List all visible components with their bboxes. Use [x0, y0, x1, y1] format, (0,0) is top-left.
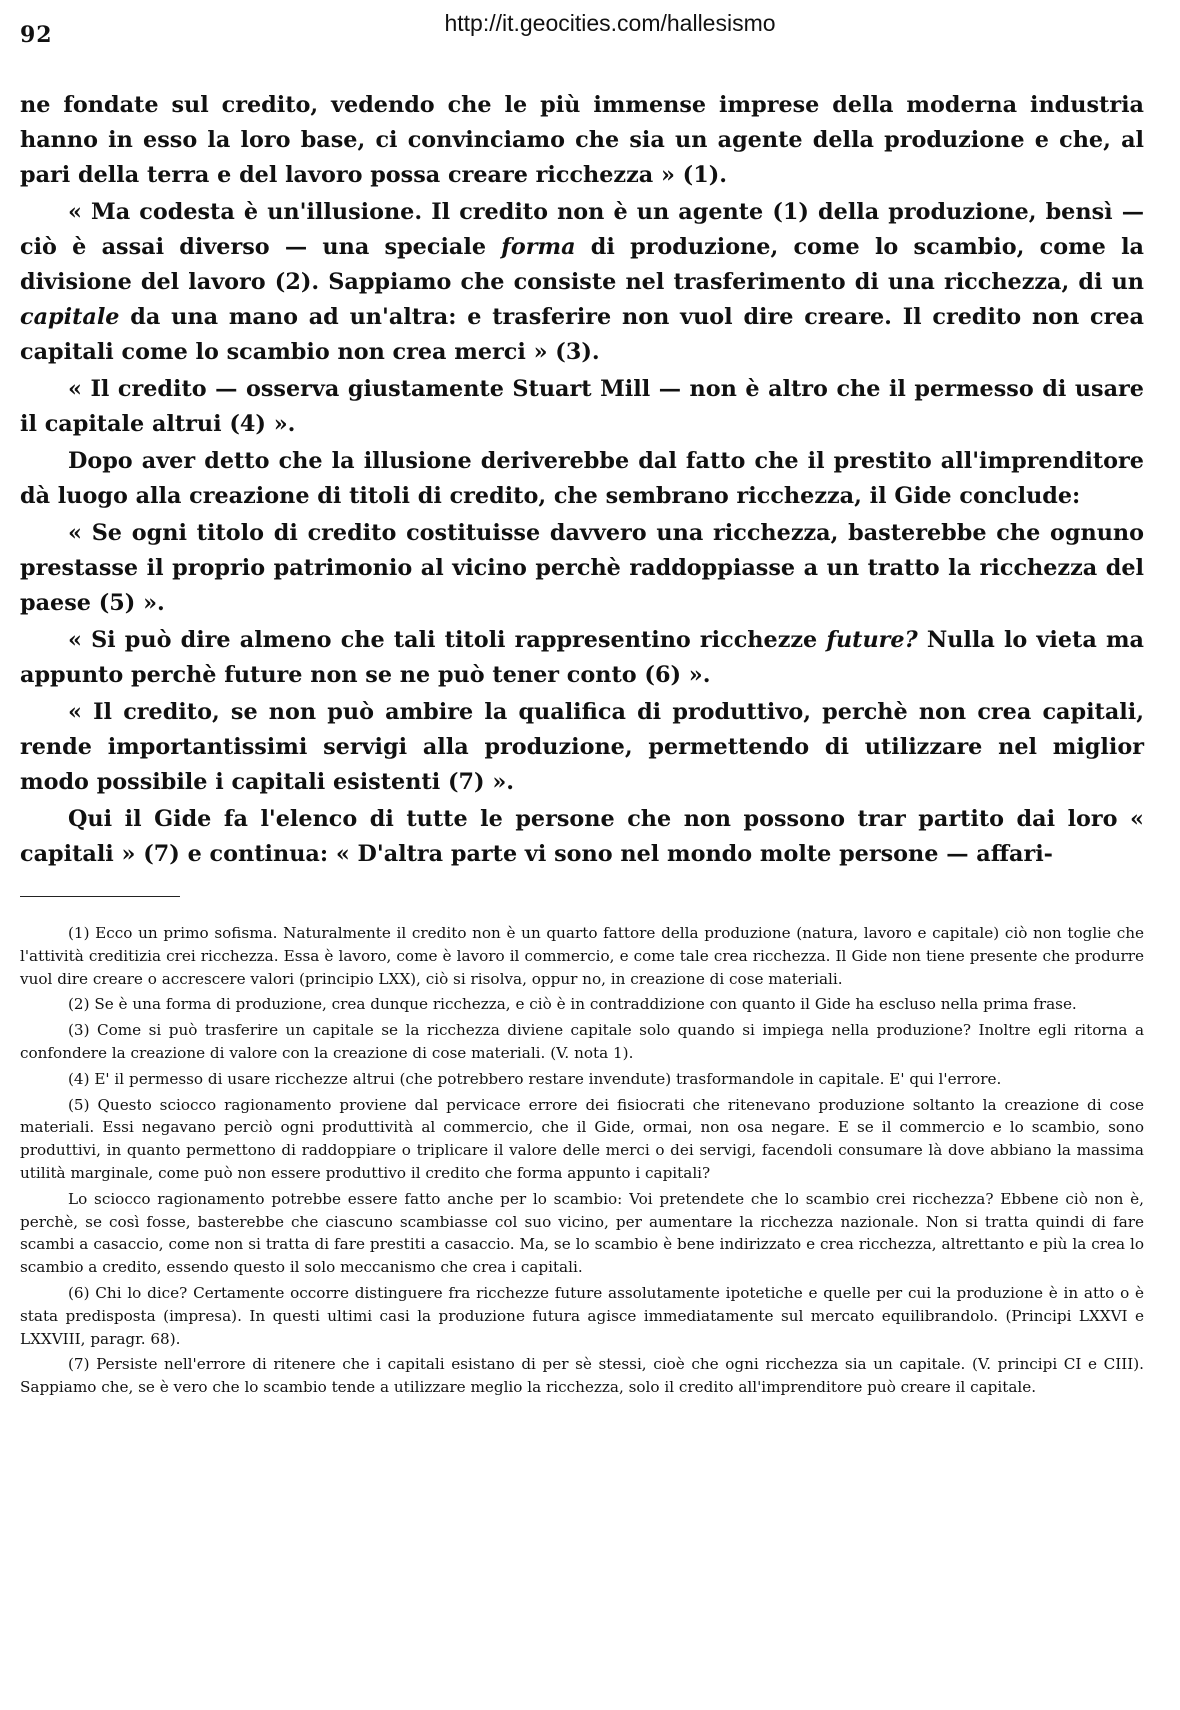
paragraph-7: « Il credito, se non può ambire la qualifica di produttivo, perchè non crea capitali, rende importantissimi servigi alla produzione, permettendo di utilizzare nel miglior modo possibile i capitali esistenti (7) ». — [20, 699, 1144, 795]
paragraph-4: Dopo aver detto che la illusione deriverebbe dal fatto che il prestito all'imprenditore dà luogo alla creazione di titoli di credito, che sembrano ricchezza, il Gide conclude: — [20, 448, 1144, 509]
paragraph-2-text-e: da una mano ad un'altra: e trasferire non vuol dire creare. Il credito non crea capitali come lo scambio non crea merci » (3). — [20, 304, 1144, 365]
header-url[interactable]: http://it.geocities.com/hallesismo — [444, 10, 776, 36]
paragraph-3: « Il credito — osserva giustamente Stuart Mill — non è altro che il permesso di usare il capitale altrui (4) ». — [20, 376, 1144, 437]
paragraph-2-italic-forma: forma — [501, 234, 576, 260]
main-text — [20, 88, 1144, 874]
footnotes — [20, 922, 1144, 1402]
paragraph-5: « Se ogni titolo di credito costituisse davvero una ricchezza, basterebbe che ognuno prestasse il proprio patrimonio al vicino perchè raddoppiasse a un tratto la ricchezza del paese (5) ». — [20, 520, 1144, 616]
paragraph-2-text-c: di produzione, come lo scambio, come la divisione del lavoro (2). Sappiamo che consiste nel trasferimento di una ricchezza, di un — [20, 234, 1145, 295]
page-number: 92 — [20, 22, 53, 48]
paragraph-6-italic-future: future? — [826, 627, 918, 653]
paragraph-6-text-c: Nulla lo vieta ma appunto perchè future non se ne può tener conto (6) ». — [20, 627, 1144, 688]
paragraph-2-italic-capitale: capitale — [20, 304, 120, 330]
paragraph-1: ne fondate sul credito, vedendo che le più immense imprese della moderna industria hanno in esso la loro base, ci convinciamo che sia un agente della produzione e che, al pari della terra e del lavoro possa creare ricchezza » (1). — [20, 92, 1144, 188]
footnote-5: (5) Questo sciocco ragionamento proviene dal pervicace errore dei fisiocrati che ritenevano produzione soltanto la creazione di cose materiali. Essi negavano perciò ogni produttività al commercio, che il Gide, ormai, non osa negare. E se il commercio e lo scambio, sono produttivi, in quanto permettono di raddoppiare o triplicare il valore delle merci o dei servigi, facendoli consumare là dove abbiano la massima utilità marginale, come può non essere produttivo il credito che forma appunto i capitali? — [20, 1095, 1144, 1182]
paragraph-8: Qui il Gide fa l'elenco di tutte le persone che non possono trar partito dai loro « capitali » (7) e continua: « D'altra parte vi sono nel mondo molte persone — affari- — [20, 806, 1144, 867]
footnote-separator — [20, 896, 180, 897]
paragraph-2-text-a: « Ma codesta è un'illusione. Il credito non è un agente (1) della produzione, bensì — ciò è assai diverso — una speciale — [20, 199, 1144, 260]
footnote-3: (3) Come si può trasferire un capitale se la ricchezza diviene capitale solo quando si impiega nella produzione? Inoltre egli ritorna a confondere la creazione di valore con la creazione di cose materiali. (V. nota 1). — [20, 1021, 1144, 1062]
paragraph-6 — [20, 623, 1144, 693]
paragraph-2 — [20, 195, 1144, 370]
footnote-1: (1) Ecco un primo sofisma. Naturalmente il credito non è un quarto fattore della produzione (natura, lavoro e capitale) ciò non toglie che l'attività creditizia crei ricchezza. Essa è lavoro, come è lavoro il commercio, e come tale crea ricchezza. Il Gide non tiene presente che produrre vuol dire creare o accrescere valori (principio LXX), ciò si risolva, oppur no, in creazione di cose materiali. — [20, 924, 1144, 988]
footnote-7: (7) Persiste nell'errore di ritenere che i capitali esistano di per sè stessi, cioè che ogni ricchezza sia un capitale. (V. principi CI e CIII). Sappiamo che, se è vero che lo scambio tende a utilizzare meglio la ricchezza, solo il credito all'imprenditore può creare il capitale. — [20, 1355, 1144, 1397]
paragraph-6-text-a: « Si può dire almeno che tali titoli rappresentino ricchezze — [68, 627, 827, 653]
footnote-2: (2) Se è una forma di produzione, crea dunque ricchezza, e ciò è in contraddizione con quanto il Gide ha escluso nella prima frase. — [68, 995, 1077, 1014]
footnote-5-continued: Lo sciocco ragionamento potrebbe essere fatto anche per lo scambio: Voi pretendete che lo scambio crei ricchezza? Ebbene ciò non è, perchè, se così fosse, basterebbe che ciascuno scambiasse col suo vicino, per aumentare la ricchezza nazionale. Non si tratta quindi di fare scambi a casaccio, come non si tratta di fare prestiti a casaccio. Ma, se lo scambio è bene indirizzato e crea ricchezza, altrettanto e più la crea lo scambio a credito, essendo questo il solo meccanismo che crea i capitali. — [20, 1189, 1144, 1277]
footnote-4: (4) E' il permesso di usare ricchezze altrui (che potrebbero restare invendute) trasformandole in capitale. E' qui l'errore. — [68, 1069, 1002, 1088]
footnote-6: (6) Chi lo dice? Certamente occorre distinguere fra ricchezze future assolutamente ipotetiche e quelle per cui la produzione è in atto o è stata predisposta (impresa). In questi ultimi casi la produzione futura agisce immediatamente sul mercato equilibrandolo. (Principi LXXVI e LXXVIII, paragr. 68). — [20, 1283, 1144, 1348]
